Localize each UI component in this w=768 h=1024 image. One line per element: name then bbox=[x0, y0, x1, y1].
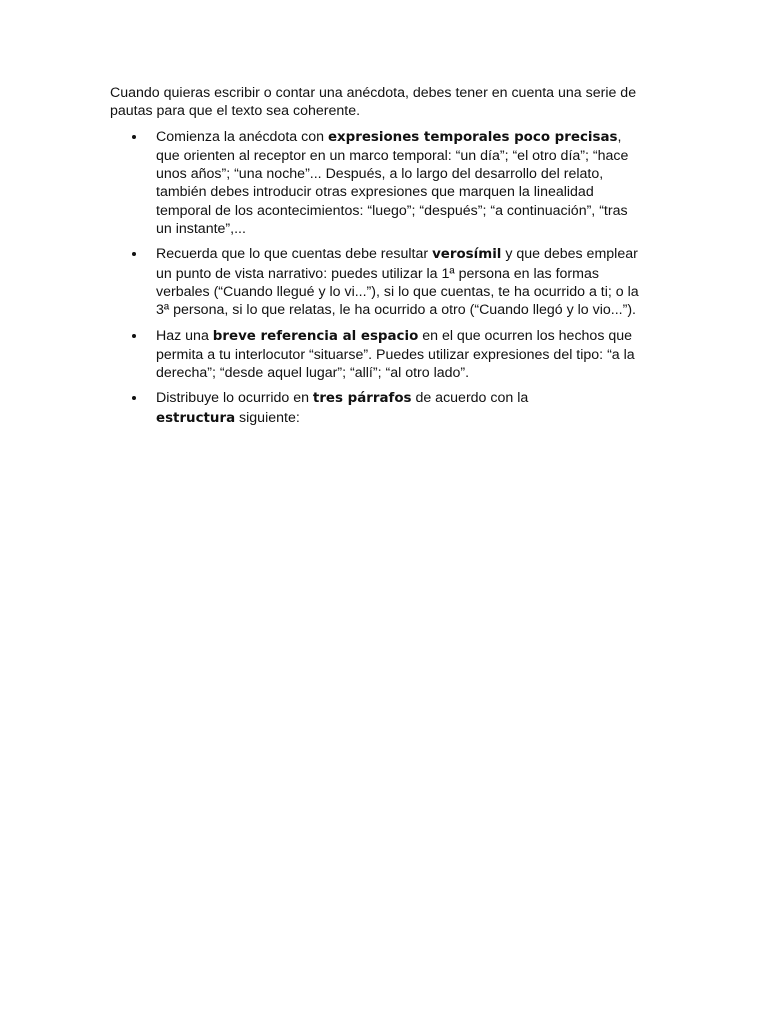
bullet-icon bbox=[132, 334, 136, 338]
item-text: Haz una bbox=[156, 327, 213, 344]
list-item-temporal-expressions bbox=[110, 128, 636, 239]
item-text: de acuerdo con la bbox=[411, 390, 529, 407]
item-emphasis: estructura bbox=[156, 410, 236, 426]
item-text: en el que ocurren los hechos que permita a tu interlocutor “situarse”. Puedes utilizar expresiones del tipo: “a la derecha”; “desde aquel lugar”; “allí”; “al otro lado”. bbox=[156, 327, 635, 382]
list-item-space-reference bbox=[110, 327, 661, 383]
bullet-icon bbox=[132, 396, 136, 400]
item-emphasis: expresiones temporales poco precisas bbox=[327, 129, 618, 145]
bullet-icon bbox=[132, 135, 136, 139]
item-emphasis: verosímil bbox=[432, 247, 502, 263]
item-text: y que debes emplear un punto de vista narrativo: puedes utilizar la 1ª persona en las formas verbales (“Cuando llegué y lo vi...”), si lo que cuentas, te ha ocurrido a ti; o la 3ª persona, si lo que relatas, le ha ocurrido a otro (“Cuando llegó y lo vio...”). bbox=[156, 246, 639, 319]
item-text: , que orienten al receptor en un marco temporal: “un día”; “el otro día”; “hace unos años”; “una noche”... Después, a lo largo del desarrollo del relato, también debes introducir otras expresiones que marquen la linealidad temporal de los acontecimientos: “luego”; “después”; “a continuación”, “tras un instante”,... bbox=[156, 128, 629, 238]
guidelines-list bbox=[110, 128, 655, 428]
intro-paragraph: Cuando quieras escribir o contar una anécdota, debes tener en cuenta una serie de pautas para que el texto sea coherente. bbox=[110, 85, 637, 120]
item-emphasis: tres párrafos bbox=[312, 391, 412, 407]
item-text: Comienza la anécdota con bbox=[156, 128, 328, 145]
item-text: siguiente: bbox=[235, 409, 300, 426]
document-body bbox=[110, 84, 655, 435]
bullet-icon bbox=[132, 252, 136, 256]
list-item-three-paragraphs bbox=[110, 389, 586, 428]
item-text: Recuerda que lo que cuentas debe resultar bbox=[156, 246, 433, 263]
item-text: Distribuye lo ocurrido en bbox=[156, 390, 313, 407]
list-item-verosimilitude bbox=[110, 245, 655, 319]
item-emphasis: breve referencia al espacio bbox=[212, 328, 419, 344]
